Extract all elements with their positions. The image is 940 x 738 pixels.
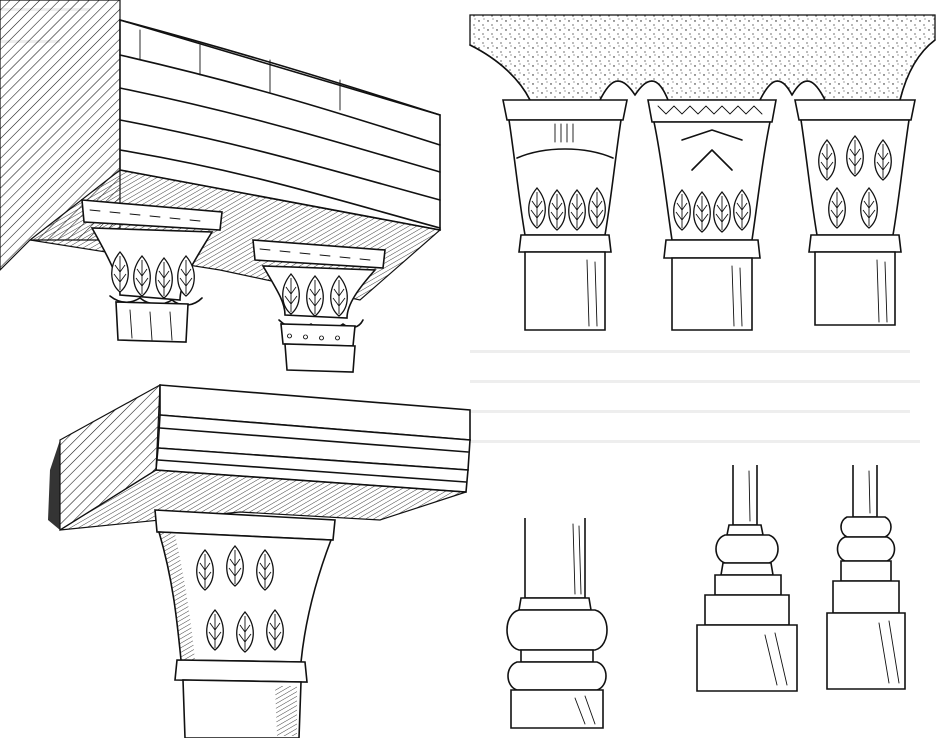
- figure-three-column-bases: [507, 465, 905, 728]
- capital-left: [82, 200, 222, 342]
- column-base-1: [507, 518, 607, 728]
- arcade-capital-1: [503, 100, 627, 330]
- capital-right: [253, 240, 385, 372]
- column-base-2: [697, 465, 797, 691]
- figure-capitals-pair-with-impost: [0, 0, 440, 372]
- figure-single-capital-with-impost: [48, 385, 470, 738]
- arcade-capital-3: [795, 100, 915, 325]
- arcade-capital-2: [648, 100, 776, 330]
- column-base-3: [827, 465, 905, 689]
- large-impost: [48, 385, 470, 530]
- single-capital: [155, 510, 335, 738]
- figure-three-capitals-under-arcade: [470, 15, 935, 330]
